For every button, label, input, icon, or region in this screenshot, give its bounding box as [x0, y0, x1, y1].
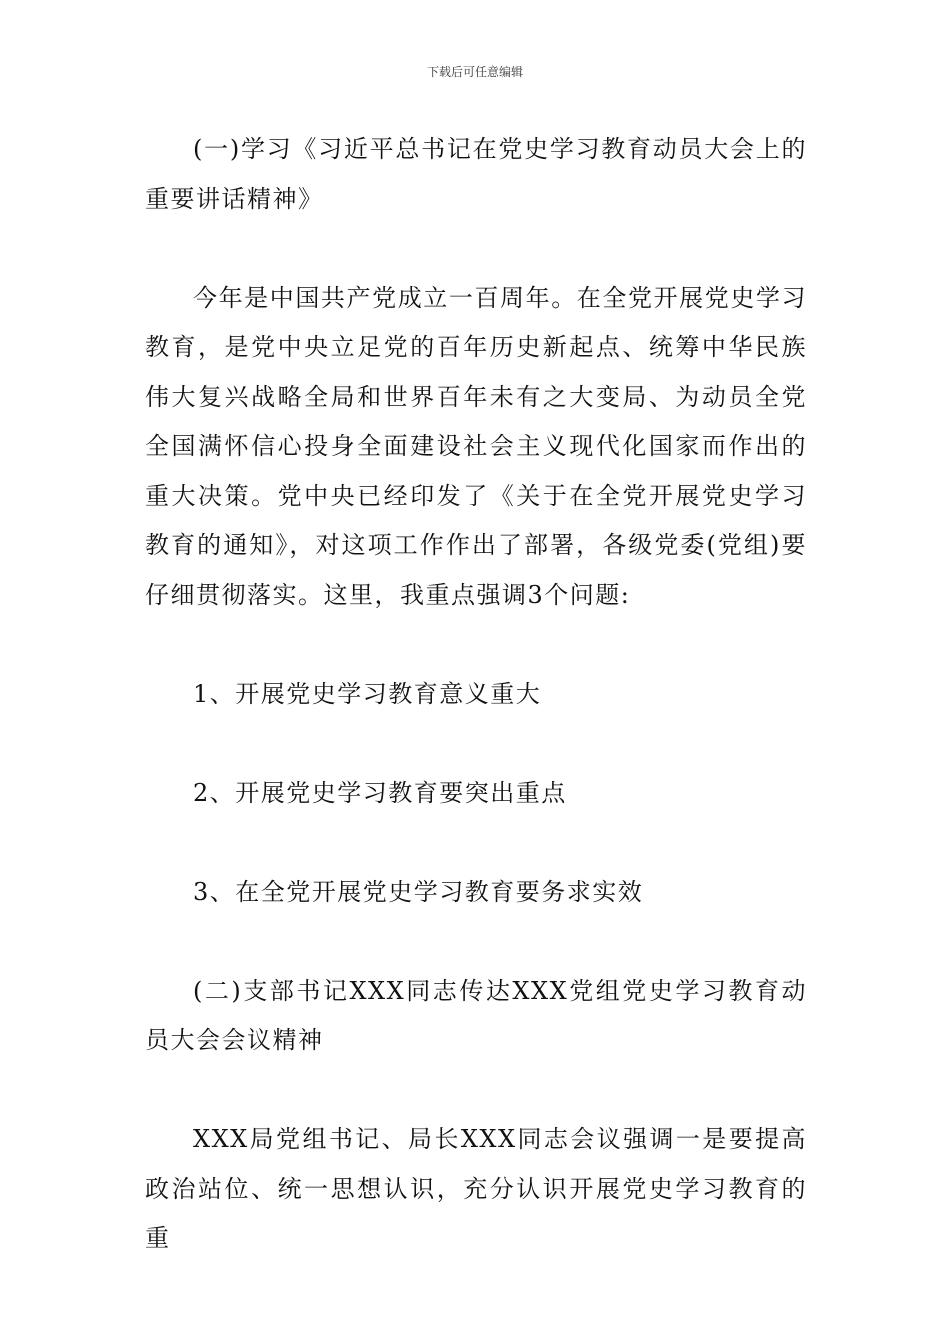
document-body — [145, 125, 807, 1264]
section2-heading: (二)支部书记XXX同志传达XXX党组党史学习教育动员大会会议精神 — [145, 976, 807, 1054]
paragraph-gap — [145, 1066, 807, 1116]
section1-heading: (一)学习《习近平总书记在党史学习教育动员大会上的重要讲话精神》 — [145, 135, 807, 213]
paragraph-gap — [145, 224, 807, 274]
point-3: 3、在全党开展党史学习教育要务求实效 — [193, 877, 644, 906]
point-1: 1、开展党史学习教育意义重大 — [193, 679, 542, 708]
section2-body: XXX局党组书记、局长XXX同志会议强调一是要提高政治站位、统一思想认识，充分认识开展党史学习教育的重 — [145, 1125, 807, 1252]
paragraph-gap — [145, 818, 807, 868]
paragraph-gap — [145, 917, 807, 967]
point-2: 2、开展党史学习教育要突出重点 — [193, 778, 567, 807]
page-header-note: 下载后可任意编辑 — [426, 65, 523, 79]
paragraph-gap — [145, 719, 807, 769]
paragraph-gap — [145, 620, 807, 670]
section1-body: 今年是中国共产党成立一百周年。在全党开展党史学习教育，是党中央立足党的百年历史新起点、统筹中华民族伟大复兴战略全局和世界百年未有之大变局、为动员全党全国满怀信心投身全面建设社会主义现代化国家而作出的重大决策。党中央已经印发了《关于在全党开展党史学习教育的通知》，对这项工作作出了部署，各级党委(党组)要仔细贯彻落实。这里，我重点强调3个问题: — [145, 283, 807, 609]
